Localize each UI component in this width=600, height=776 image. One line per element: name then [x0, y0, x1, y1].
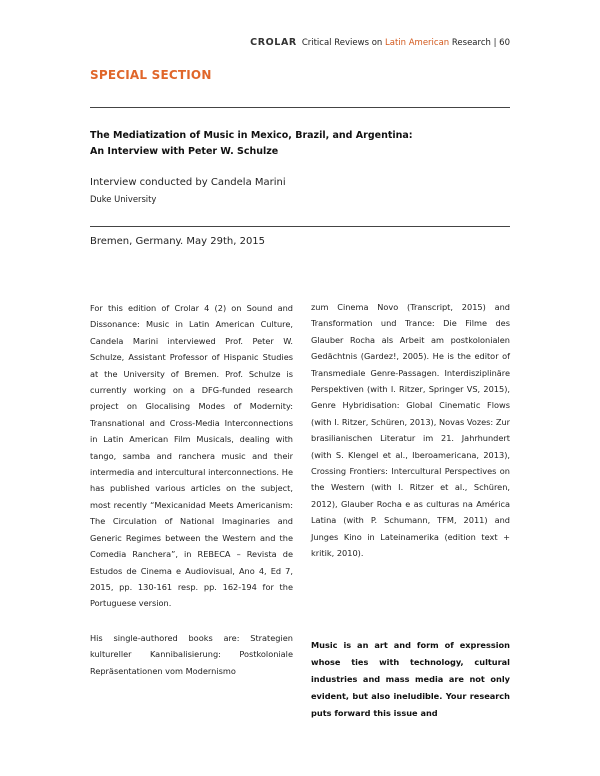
- page-number: 60: [499, 38, 510, 48]
- intro-paragraph: For this edition of Crolar 4 (2) on Sound and Dissonance: Music in Latin American Culture, Candela Marini interviewed Prof. Peter W. Schulze, Assistant Professor of Hispanic Studies at the University of Bremen. Prof. Schulze is currently working on a DFG-funded research project on Glocalising Modes of Modernity: Transnational and Cross-Media Interconnections in Latin American Film Musicals, dealing with tango, samba and ranchera music and their intermedia and intercultural interconnections. He has published various articles on the subject, most recently “Mexicanidad Meets Americanism: The Circulation of National Imaginaries and Generic Regimes between the Western and the Comedia Ranchera”, in REBECA – Revista de Estudos de Cinema e Audiovisual, Ano 4, Ed 7, 2015, pp. 130-161 resp. pp. 162-194 for the Portuguese version.: [90, 303, 293, 609]
- books-paragraph: His single-authored books are: Strategien kultureller Kannibalisierung: Postkoloniale Repräsentationen vom Modernismo: [90, 632, 293, 676]
- byline: Interview conducted by Candela Marini: [90, 177, 286, 188]
- divider-top: [90, 107, 510, 108]
- right-column: [311, 299, 510, 562]
- left-column: [90, 300, 293, 679]
- interview-question: Music is an art and form of expression whose ties with technology, cultural industries and mass media are not only evident, but also ineludible. Your research puts forward this issue and: [311, 640, 510, 718]
- article-title-line-1: The Mediatization of Music in Mexico, Brazil, and Argentina:: [90, 130, 413, 141]
- article-title-line-2: An Interview with Peter W. Schulze: [90, 146, 279, 157]
- running-title-post: Research: [449, 38, 491, 48]
- section-label: SPECIAL SECTION: [90, 68, 212, 82]
- affiliation: Duke University: [90, 194, 157, 204]
- article-title: [90, 128, 510, 160]
- running-title-accent: Latin American: [385, 38, 450, 48]
- divider-middle: [90, 226, 510, 227]
- journal-logo: CROLAR: [250, 37, 297, 48]
- books-continued-paragraph: zum Cinema Novo (Transcript, 2015) and Transformation und Trance: Die Filme des Glauber Rocha als Arbeit am postkolonialen Gedächtnis (Gardez!, 2005). He is the editor of Transmediale Genre-Passagen. Interdisziplinäre Perspektiven (with I. Ritzer, Springer VS, 2015), Genre Hybridisation: Global Cinematic Flows (with I. Ritzer, Schüren, 2013), Novas Vozes: Zur brasilianischen Literatur im 21. Jahrhundert (with S. Klengel et al., Iberoamericana, 2013), Crossing Frontiers: Intercultural Perspectives on the Western (with I. Ritzer et al., Schüren, 2012), Glauber Rocha e as culturas na América Latina (with P. Schumann, TFM, 2011) and Junges Kino in Lateinamerika (edition text + kritik, 2010).: [311, 302, 510, 559]
- running-header: [0, 36, 510, 50]
- place-date: Bremen, Germany. May 29th, 2015: [90, 236, 266, 247]
- page-separator: |: [493, 38, 497, 48]
- running-title-pre: Critical Reviews on: [301, 38, 385, 48]
